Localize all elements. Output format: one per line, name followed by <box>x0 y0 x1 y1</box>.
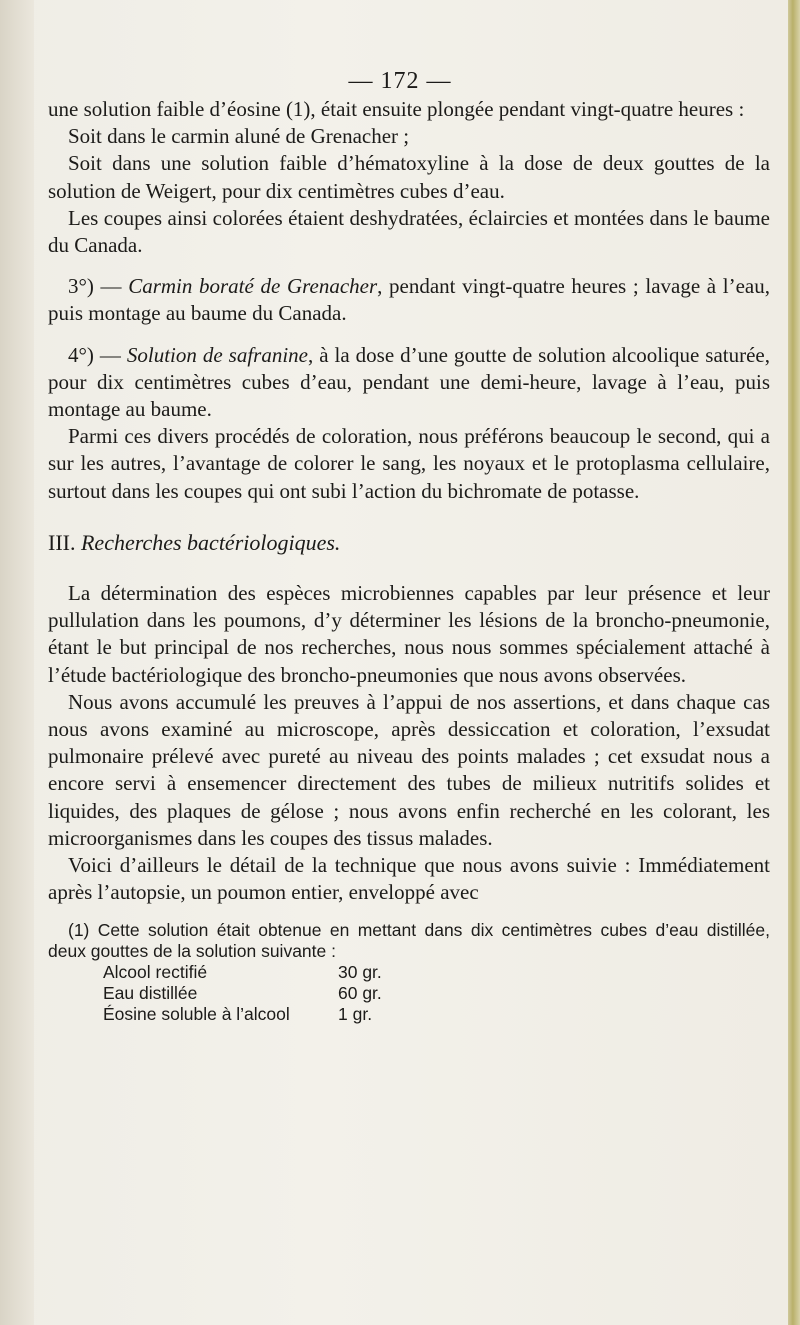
text-run: Voici d’ailleurs le détail de la technique que nous avons suivie : Immédiatement après l’autopsie, un poumon entier, enveloppé avec <box>48 853 770 905</box>
recipe-quantity: 1 gr. <box>338 1004 373 1025</box>
italic-phrase: Carmin boraté de Grenacher <box>128 274 378 299</box>
paragraph-p8 <box>48 580 770 689</box>
page-body <box>48 96 770 1025</box>
text-run: , pendant vingt-quatre heures ; lavage à l’eau, puis montage au baume du Canada. <box>48 274 770 326</box>
paragraph-p10 <box>48 852 770 906</box>
paragraph-group-bottom <box>48 580 770 906</box>
text-run: La détermination des espèces microbiennes capables par leur présence et leur pullulation dans les poumons, d’y déterminer les lésions de la broncho-pneumonie, étant le but principal de nos recherches, nous nous sommes spécialement attaché à l’étude bactériologique des broncho-pneumonies que nous avons observées. <box>48 581 770 687</box>
text-run: 4°) — <box>68 342 127 367</box>
section-number: III. <box>48 529 76 555</box>
recipe-row <box>103 1004 770 1025</box>
page-right-edge <box>788 0 800 1325</box>
italic-phrase: Solution de safranine <box>126 342 308 367</box>
text-run: Soit dans une solution faible d’hématoxyline à la dose de deux gouttes de la solution de Weigert, pour dix centimètres cubes d’eau. <box>48 151 770 203</box>
recipe-row <box>103 983 770 1004</box>
paragraph-p7 <box>48 423 770 505</box>
recipe-quantity: 60 gr. <box>338 983 382 1004</box>
section-title: Recherches bactériologiques. <box>80 529 341 555</box>
recipe-ingredient: Éosine soluble à l’alcool <box>103 1004 290 1025</box>
paragraph-p4 <box>48 205 770 259</box>
page-number: — 172 — <box>348 68 452 94</box>
recipe-ingredient: Alcool rectifié <box>103 962 208 983</box>
recipe-ingredient: Eau distillée <box>103 983 198 1004</box>
footnote-text: (1) Cette solution était obtenue en mettant dans dix centimètres cubes d’eau distillée, deux gouttes de la solution suivante : <box>48 920 770 962</box>
text-run: , à la dose d’une goutte de solution alcoolique saturée, pour dix centimètres cubes d’eau, pendant une demi-heure, lavage à l’eau, puis montage au baume. <box>48 342 770 422</box>
paragraph-p3 <box>48 150 770 204</box>
footnote <box>48 920 770 1025</box>
text-run: Les coupes ainsi colorées étaient deshydratées, éclaircies et montées dans le baume du Canada. <box>48 205 770 258</box>
text-run: Parmi ces divers procédés de coloration, nous préférons beaucoup le second, qui a sur les autres, l’avantage de colorer le sang, les noyaux et le protoplasma cellulaire, surtout dans les coupes qui ont subi l’action du bichromate de potasse. <box>48 424 770 503</box>
paragraph-p6 <box>48 342 770 424</box>
paragraph-p1 <box>48 96 770 123</box>
footnote-recipe <box>103 962 770 1025</box>
text-run: Nous avons accumulé les preuves à l’appui de nos assertions, et dans chaque cas nous avons examiné au microscope, après dessiccation et coloration, l’exsudat pulmonaire prélevé avec pureté au niveau des points malades ; cet exsudat nous a encore servi à ensemencer directement des tubes de milieux nutritifs solides et liquides, des plaques de gélose ; nous avons enfin recherché en les colorant, les microorganismes dans les coupes des tissus malades. <box>48 689 770 850</box>
recipe-quantity: 30 gr. <box>338 962 382 983</box>
paragraph-p2 <box>48 123 770 150</box>
text-run: 3°) — <box>68 274 129 299</box>
page-left-edge <box>0 0 34 1325</box>
paragraph-p9 <box>48 689 770 852</box>
recipe-row <box>103 962 770 983</box>
text-run: une solution faible d’éosine (1), était ensuite plongée pendant vingt-quatre heures : <box>48 97 745 121</box>
paragraph-p5 <box>48 273 770 327</box>
text-run: Soit dans le carmin aluné de Grenacher ; <box>68 124 410 149</box>
paragraph-group-top <box>48 96 770 505</box>
section-heading <box>48 529 770 556</box>
